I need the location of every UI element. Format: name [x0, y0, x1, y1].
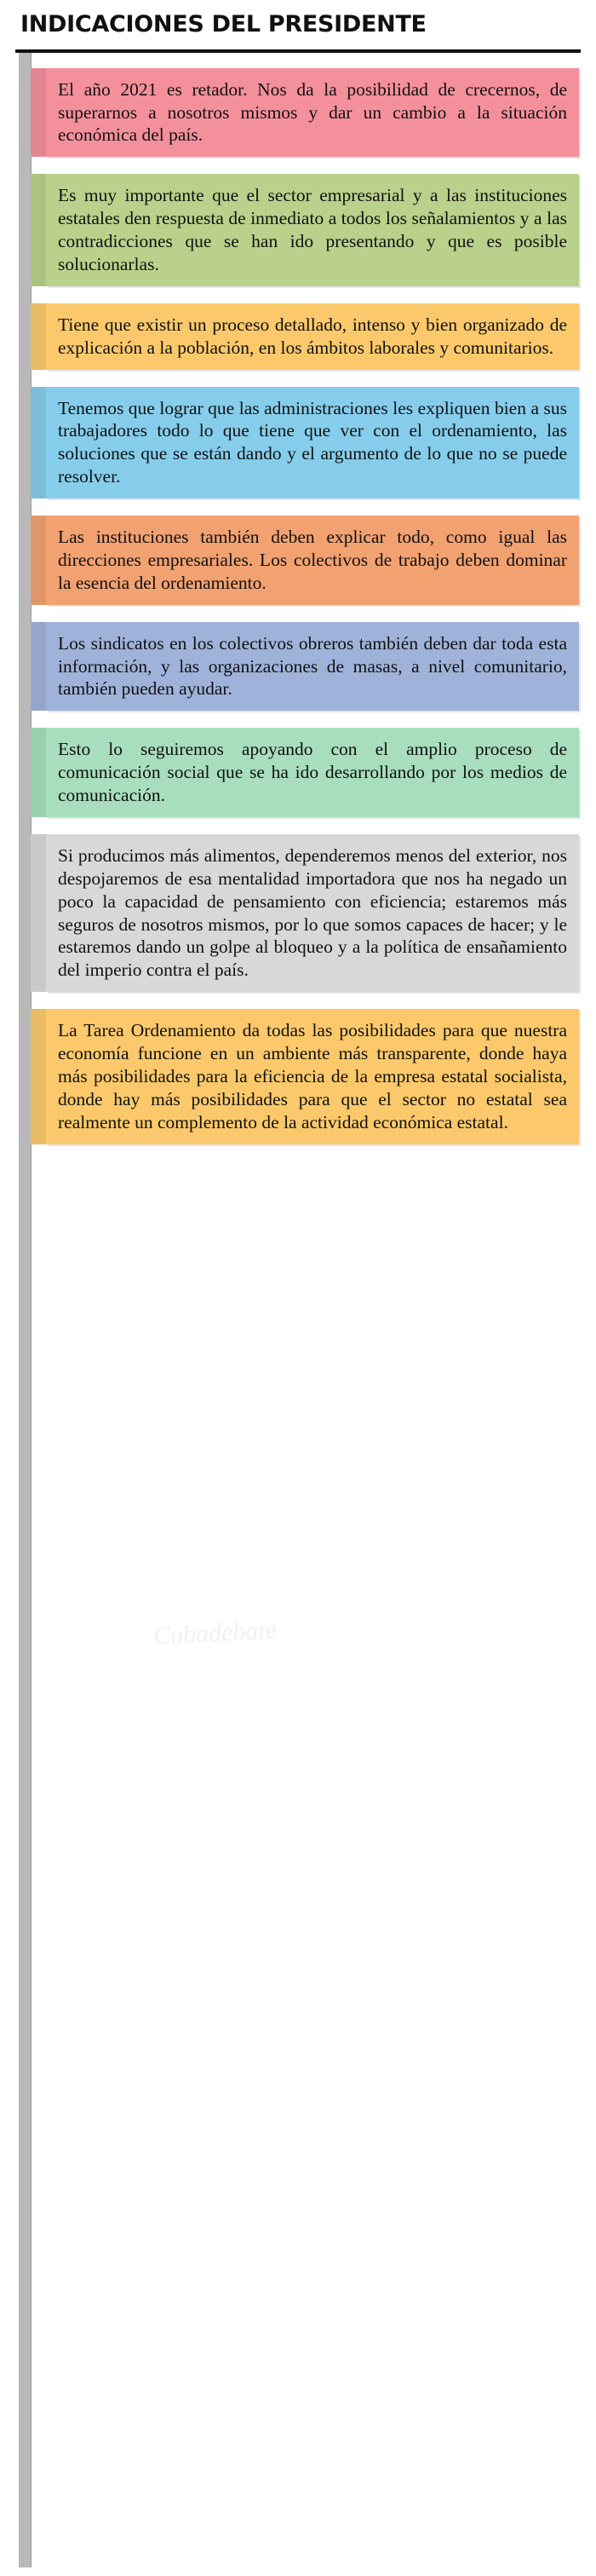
quote-list [31, 53, 596, 1161]
quote-card [46, 68, 579, 158]
quote-text: El año 2021 es retador. Nos da la posibilidad de crecernos, de superarnos a nosotros mismos y dar un cambio a la situación económica del país. [58, 78, 567, 146]
quote-card [46, 622, 579, 712]
quote-text: La Tarea Ordenamiento da todas las posibilidades para que nuestra economía funcione en un ambiente más transparente, donde haya más posibilidades para la eficiencia de la empresa estatal socialista, donde hay más posibilidades para que el sector no estatal sea realmente un complemento de la actividad económica estatal. [58, 1020, 567, 1132]
quote-card [46, 387, 579, 499]
quote-card [46, 303, 579, 370]
quote-card [46, 516, 579, 605]
timeline-spine [19, 53, 32, 2567]
quote-text: Esto lo seguiremos apoyando con el amplio proceso de comunicación social que se ha ido desarrollando por los medios de comunicación. [58, 739, 567, 806]
page-title: INDICACIONES DEL PRESIDENTE [20, 11, 427, 37]
quote-text: Las instituciones también deben explicar todo, como igual las direcciones empresariales. Los colectivos de trabajo deben dominar la esencia del ordenamiento. [58, 527, 567, 593]
quote-card [46, 174, 579, 286]
quote-text: Es muy importante que el sector empresarial y a las instituciones estatales den respuesta de inmediato a todos los señalamientos y a las contradicciones que se han ido presentando y que es posible solucionarlas. [58, 185, 567, 274]
quote-card [46, 834, 579, 992]
quote-card [46, 728, 579, 817]
quote-text: Tiene que existir un proceso detallado, intenso y bien organizado de explicación a la población, en los ámbitos laborales y comunitarios. [58, 314, 567, 358]
quote-card [46, 1009, 579, 1144]
page-header [0, 0, 596, 43]
quote-text: Si producimos más alimentos, dependeremos menos del exterior, nos despojaremos de esa mentalidad importadora que nos ha negado un poco la capacidad de pensamiento con eficiencia; estaremos más seguros de nosotros mismos, por lo que somos capaces de hacer; y le estaremos dando un golpe al bloqueo y a la política de ensañamiento del imperio contra el país. [58, 844, 567, 981]
quote-text: Los sindicatos en los colectivos obreros también deben dar toda esta información, y las organizaciones de masas, a nivel comunitario, también pueden ayudar. [58, 632, 567, 700]
quote-text: Tenemos que lograr que las administraciones les expliquen bien a sus trabajadores todo lo que tiene que ver con el ordenamiento, las soluciones que se están dando y el argumento de lo que no se puede resolver. [58, 397, 567, 487]
watermark-text: Cubadebate [152, 1616, 278, 1651]
